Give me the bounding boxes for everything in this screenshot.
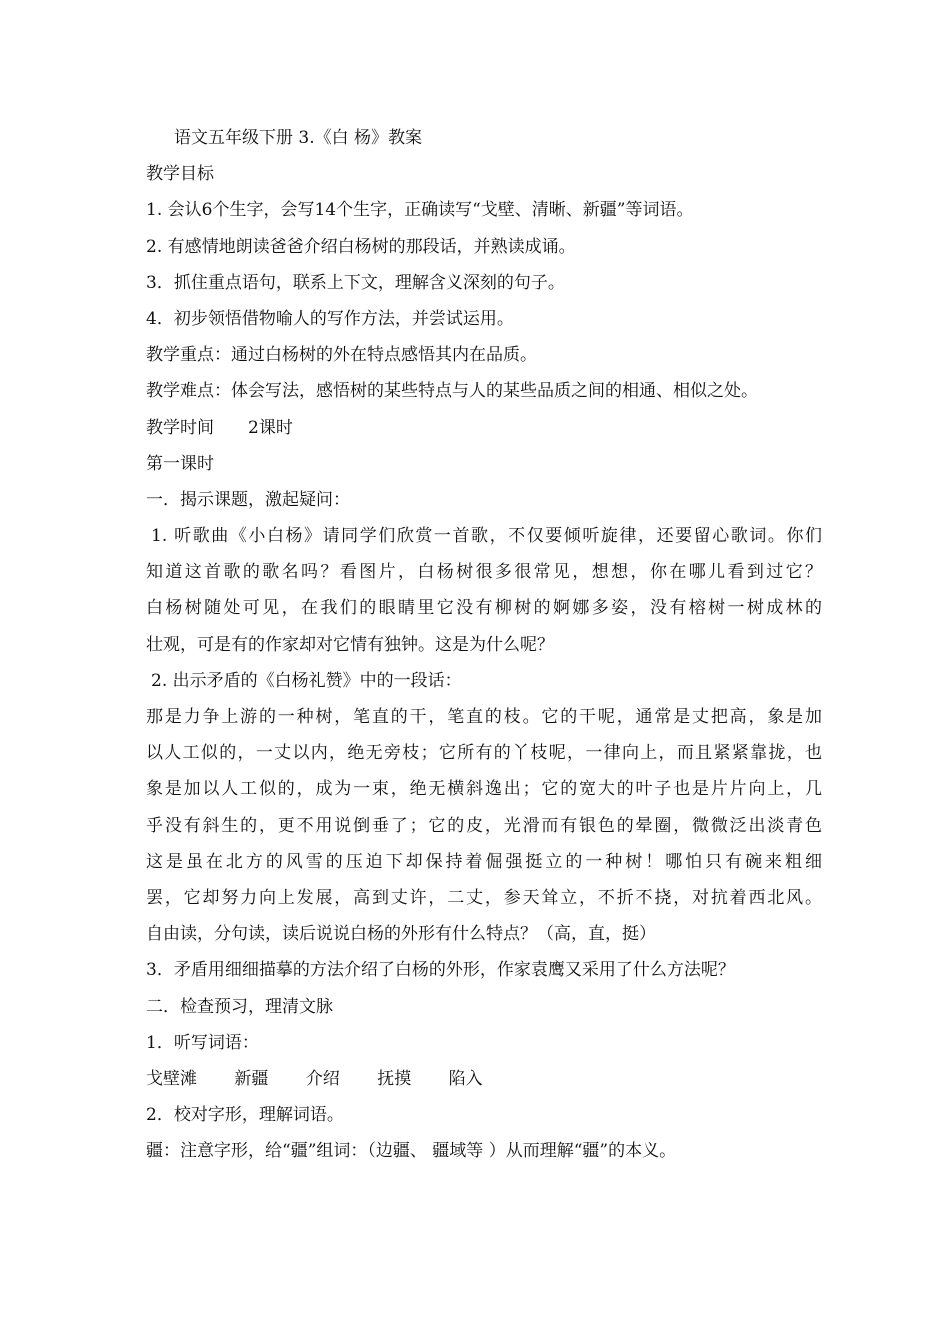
teaching-focus: 教学重点：通过白杨树的外在特点感悟其内在品质。 (146, 345, 537, 366)
quote-line: 那是力争上游的一种树，笔直的干，笔直的枝。它的干呢，通常是丈把高，象是加 (146, 707, 822, 727)
quote-line: 以人工似的，一丈以内，绝无旁枝；它所有的丫枝呢，一律向上，而且紧紧靠拢，也 (146, 743, 822, 764)
teaching-difficulty: 教学难点：体会写法，感悟树的某些特点与人的某些品质之间的相通、相似之处。 (146, 381, 758, 402)
vocab-word: 陷入 (448, 1068, 483, 1089)
paragraph-line: 壮观，可是有的作家却对它情有独钟。这是为什么呢？ (146, 634, 554, 655)
paragraph-line: 1．听写词语： (146, 1032, 259, 1053)
quote-line: 罢，它却努力向上发展，高到丈许，二丈，参天耸立，不折不挠，对抗着西北风。 (146, 887, 822, 908)
vocab-word: 新疆 (234, 1068, 269, 1089)
quote-line: 这是虽在北方的风雪的压迫下却保持着倔强挺立的一种树！哪怕只有碗来粗细 (146, 851, 822, 872)
paragraph-line: 1. 听歌曲《小白杨》请同学们欣赏一首歌，不仅要倾听旋律，还要留心歌词。你们 (151, 526, 822, 547)
paragraph-line: 自由读，分句读，读后说说白杨的外形有什么特点？（高，直，挺） (146, 924, 656, 945)
document-title: 语文五年级下册 3.《白 杨》教案 (174, 128, 423, 148)
paragraph-line: 2．校对字形，理解词语。 (146, 1105, 344, 1126)
objective-item: 4．初步领悟借物喻人的写作方法，并尝试运用。 (146, 308, 514, 329)
step-heading: 二．检查预习，理清文脉 (146, 996, 333, 1017)
objective-item: 3．抓住重点语句，联系上下文，理解含义深刻的句子。 (146, 272, 565, 293)
vocab-word: 戈壁滩 (146, 1068, 197, 1089)
vocab-word: 抚摸 (377, 1068, 412, 1089)
paragraph-line: 2. 出示矛盾的《白杨礼赞》中的一段话： (151, 670, 462, 691)
paragraph-line: 白杨树随处可见，在我们的眼睛里它没有柳树的婀娜多姿，没有榕树一树成林的 (146, 598, 822, 619)
paragraph-line: 知道这首歌的歌名吗？看图片，白杨树很多很常见，想想，你在哪儿看到过它？ (146, 562, 822, 583)
document-body (146, 120, 822, 1169)
teaching-time: 教学时间 2课时 (146, 417, 293, 438)
step-heading: 一．揭示课题，激起疑问： (146, 489, 350, 510)
objective-item: 1. 会认6个生字，会写14个生字，正确读写“戈壁、清晰、新疆”等词语。 (146, 200, 694, 221)
quote-line: 乎没有斜生的，更不用说倒垂了；它的皮，光滑而有银色的晕圈，微微泛出淡青色 (146, 815, 822, 836)
section-heading-objectives: 教学目标 (146, 164, 214, 185)
lesson-heading: 第一课时 (146, 453, 214, 474)
vocab-word: 介绍 (305, 1068, 340, 1089)
quote-line: 象是加以人工似的，成为一束，绝无横斜逸出；它的宽大的叶子也是片片向上，几 (146, 779, 822, 800)
paragraph-line: 疆：注意字形，给“疆”组词：（边疆、 疆域等 ）从而理解“疆”的本义。 (146, 1141, 677, 1162)
paragraph-line: 3．矛盾用细细描摹的方法介绍了白杨的外形，作家袁鹰又采用了什么方法呢？ (146, 960, 735, 981)
objective-item: 2. 有感情地朗读爸爸介绍白杨树的那段话，并熟读成诵。 (146, 236, 576, 257)
vocab-list (146, 1061, 822, 1097)
